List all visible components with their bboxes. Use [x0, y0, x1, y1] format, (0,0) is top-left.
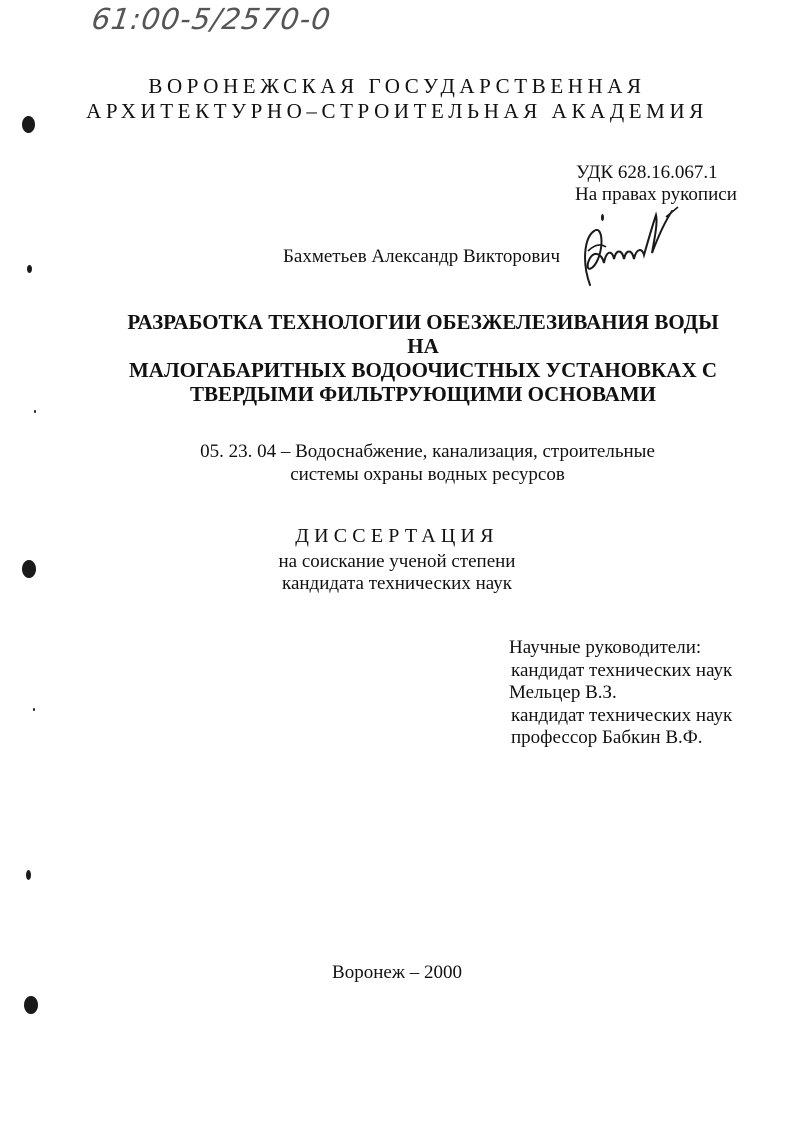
title-line-1: РАЗРАБОТКА ТЕХНОЛОГИИ ОБЕЗЖЕЛЕЗИВАНИЯ ВОДЫ НА [127, 310, 719, 358]
title-line-3: ТВЕРДЫМИ ФИЛЬТРУЮЩИМИ ОСНОВАМИ [190, 382, 656, 406]
institution-line-1: ВОРОНЕЖСКАЯ ГОСУДАРСТВЕННАЯ [148, 74, 646, 98]
specialty-line-1: 05. 23. 04 – Водоснабжение, канализация, строительные [200, 441, 655, 462]
scan-speck [27, 265, 32, 273]
city-year: Воронеж – 2000 [332, 962, 462, 983]
dissertation-title [120, 310, 726, 406]
institution-line-2: АРХИТЕКТУРНО–СТРОИТЕЛЬНАЯ АКАДЕМИЯ [86, 99, 708, 123]
document-type: ДИССЕРТАЦИЯ [295, 525, 499, 547]
degree-info [0, 551, 794, 595]
supervisor-1-name: Мельцер В.З. [509, 682, 617, 703]
udc-code: УДК 628.16.067.1 [576, 162, 718, 183]
scan-speck [34, 410, 36, 413]
title-line-2: МАЛОГАБАРИТНЫХ ВОДООЧИСТНЫХ УСТАНОВКАХ С [128, 358, 718, 382]
author-name: Бахметьев Александр Викторович [283, 246, 561, 267]
supervisors-heading: Научные руководители: [509, 637, 702, 658]
degree-line-2: кандидата технических наук [282, 573, 512, 594]
specialty-line-2: системы охраны водных ресурсов [290, 464, 565, 485]
specialty [100, 440, 755, 486]
supervisor-2-name: профессор Бабкин В.Ф. [511, 727, 703, 748]
supervisors-block [509, 637, 732, 750]
scan-speck [22, 560, 36, 578]
scan-speck [22, 116, 35, 133]
scan-speck [24, 996, 38, 1014]
scan-speck [601, 214, 604, 221]
institution-name [0, 74, 794, 124]
scan-speck [33, 708, 35, 711]
degree-line-1: на соискание ученой степени [278, 551, 516, 572]
supervisor-1-title: кандидат технических наук [511, 659, 733, 681]
author-signature [568, 193, 688, 293]
supervisor-2-title: кандидат технических наук [511, 704, 733, 726]
archive-code: 61:00-5/2570-0 [89, 2, 334, 36]
scan-speck [26, 870, 31, 880]
rights-notice: На правах рукописи [575, 184, 737, 205]
